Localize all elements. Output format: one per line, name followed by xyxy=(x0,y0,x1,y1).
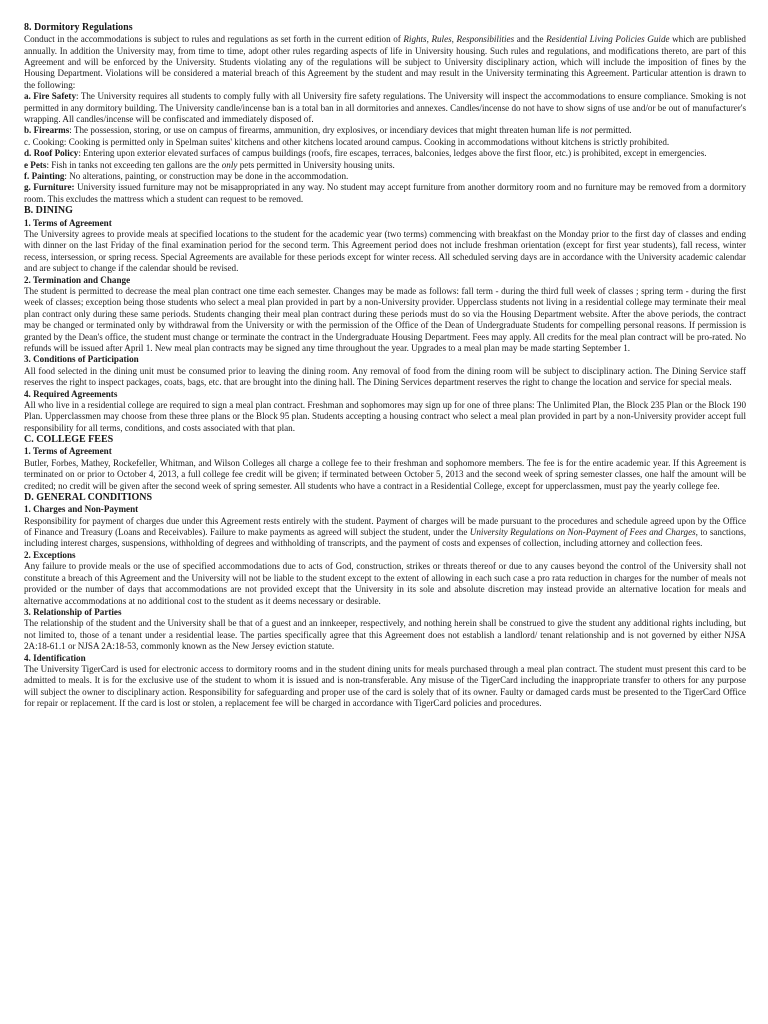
subheading-dining-terms xyxy=(24,218,746,229)
text-run: pets permitted in University housing units. xyxy=(237,159,395,170)
relationship-text xyxy=(24,618,746,652)
bold-lead-text: b. Firearms xyxy=(24,125,70,136)
emphasized-text: University Regulations on Non-Payment of Fees and Charges xyxy=(469,527,696,538)
text-run: which are published annually. In addition the University may, from time to time, adopt other rules regarding aspects of life in University housing. Such rules and regulations, and modifications thereto, are part of this Agreement and will be enforced by the University. Students violating any of the regulations will be subject to University disciplinary action, which will include the imposition of fines by the Housing Department. Violations will be considered a material breach of this Agreement by the student and may result in the University terminating this Agreement. Particular attention is drawn to the following: xyxy=(24,34,746,90)
subheading-relationship xyxy=(24,607,746,618)
dining-terms-text xyxy=(24,229,746,275)
text-run: All food selected in the dining unit must be consumed prior to leaving the dining room. Any removal of food from the dining room will be subject to disciplinary action. The Dining Service staff reserves the right to inspect packages, coats, bags, etc. that are brought into the dining hall. The Dining Services department reserves the right to change the location and service for special meals. xyxy=(24,365,746,388)
emphasized-text: not xyxy=(580,125,593,136)
pets-rule xyxy=(24,160,746,171)
text-run: The University agrees to provide meals at specified locations to the student for the academic year (two terms) commencing with breakfast on the Monday prior to the first day of classes and ending with dinner on the last Friday of the final examination period for the second term. This Agreement period does not include freshman orientation (except for first year students), fall recess, winter recess, intersession, or spring recess. Special Agreements are available for these periods except for winter recess. All scheduled serving days are in accordance with the University academic calendar and are subject to change if the calendar should be revised. xyxy=(24,228,746,274)
text-run: permitted. xyxy=(592,125,632,136)
exceptions-text xyxy=(24,561,746,607)
subheading-fees-terms xyxy=(24,446,746,457)
bold-lead-text: e Pets xyxy=(24,159,47,170)
section-heading-college-fees xyxy=(24,434,746,446)
identification-text xyxy=(24,664,746,710)
painting-rule xyxy=(24,171,746,182)
section-heading-dormitory-regulations xyxy=(24,22,746,34)
text-run: Any failure to provide meals or the use of specified accommodations due to acts of God, construction, strikes or threats thereof or due to any causes beyond the control of the University shall not constitute a breach of this Agreement and the University will not be liable to the student except to the extent of allowing in each such case a pro rata reduction in charges for the number of meals not provided or the number of days that accommodations are not provided except that the University in its sole and absolute discretion may instead provide an alternative location for meals and alternative accommodations at no additional cost to the student as it deems necessary or desirable. xyxy=(24,561,746,606)
text-run: The University TigerCard is used for electronic access to dormitory rooms and in the student dining units for meals purchased through a meal plan contract. The student must present this card to be admitted to meals. It is for the exclusive use of the student to whom it is issued and is non-transferable. Any misuse of the TigerCard including the inappropriate transfer to others for any purpose will subject the owner to disciplinary action. Responsibility for safeguarding and proper use of the card is solely that of its owner. Faulty or damaged cards must be presented to the TigerCard Office for repair or replacement. If the card is lost or stolen, a replacement fee will be charged in accordance with TigerCard policies and procedures. xyxy=(24,663,746,709)
subheading-charges xyxy=(24,504,746,515)
text-run: The relationship of the student and the University shall be that of a guest and an innkeeper, respectively, and nothing herein shall be construed to give the student any additional rights including, but not limited to, those of a tenant under a residential lease. The parties specifically agree that this Agreement does not establish a landlord/ tenant relationship and is not governed by either NJSA 2A:18-61.1 or NJSA 2A:18-53, commonly known as the New Jersey eviction statute. xyxy=(24,618,746,652)
text-run: All who live in a residential college are required to sign a meal plan contract. Freshman and sophomores may sign up for one of three plans: The Unlimited Plan, the Block 235 Plan or the Block 190 Plan. Upperclassmen may choose from these three plans or the Block 95 plan. Students accepting a housing contract who select a meal plan provided in part by a non-University provider accept full responsibility for all terms, conditions, and costs associated with that plan. xyxy=(24,400,746,433)
cooking-rule xyxy=(24,137,746,148)
text-run: 3. Conditions of Participation xyxy=(24,354,139,365)
text-run: 2. Termination and Change xyxy=(24,274,131,285)
text-run: c. Cooking: Cooking is permitted only in Spelman suites' kitchens and other kitchens located around campus. Cooking in accommodations without kitchens is strictly prohibited. xyxy=(24,136,670,147)
text-run: : Entering upon exterior elevated surfaces of campus buildings (roofs, fire escapes, terraces, balconies, ledges above the first floor, etc.) is prohibited, except in emergencies. xyxy=(78,148,707,159)
text-run: 8. Dormitory Regulations xyxy=(24,22,133,33)
text-run: : No alterations, painting, or construction may be done in the accommodation. xyxy=(64,171,349,182)
text-run: University issued furniture may not be misappropriated in any way. No student may accept furniture from another dormitory room and no furniture may be removed from a dormitory room. This excludes the mattress which a student can request to be removed. xyxy=(24,182,746,204)
text-run: C. COLLEGE FEES xyxy=(24,434,114,446)
furniture-rule xyxy=(24,182,746,205)
dormitory-regulations-intro xyxy=(24,34,746,91)
emphasized-text: Rights, Rules, Responsibilities xyxy=(403,34,515,45)
emphasized-text: only xyxy=(221,159,238,170)
text-run: , to sanctions, including interest charges, suspensions, withholding of degrees and withholding of transcripts, and the payment of costs and expenses of collection, including attorney and collection fees. xyxy=(24,527,746,549)
agreement-document xyxy=(24,22,746,710)
text-run: 4. Identification xyxy=(24,652,86,663)
required-agreements-text xyxy=(24,400,746,434)
text-run: : Fish in tanks not exceeding ten gallons are the xyxy=(46,159,222,170)
text-run: 1. Charges and Non-Payment xyxy=(24,504,139,515)
text-run: B. DINING xyxy=(24,205,73,217)
bold-lead-text: d. Roof Policy xyxy=(24,148,79,159)
text-run: 1. Terms of Agreement xyxy=(24,446,112,457)
roof-policy-rule xyxy=(24,148,746,159)
text-run: Conduct in the accommodations is subject to rules and regulations as set forth in the current edition of xyxy=(24,34,404,45)
subheading-identification xyxy=(24,653,746,664)
text-run: : The University requires all students to comply fully with all University fire safety regulations. The University will inspect the accommodations to ensure compliance. Smoking is not permitted in any dormitory building. The University candle/incense ban is a total ban in all dormitories and annexes. Candles/incense do not have to show signs of use and/or be out of manufacturer's wrapping. All candles/incense will be confiscated and immediately disposed of. xyxy=(24,91,746,125)
fees-terms-text xyxy=(24,458,746,492)
text-run: : The possession, storing, or use on campus of firearms, ammunition, dry explosives, or incendiary devices that might threaten human life is xyxy=(69,125,581,136)
text-run: 1. Terms of Agreement xyxy=(24,217,112,228)
text-run: 3. Relationship of Parties xyxy=(24,606,122,617)
text-run: The student is permitted to decrease the meal plan contract one time each semester. Changes may be made as follows: fall term - during the third full week of classes ; spring term - during the first week of classes; exception being those students who select a meal plan provided in part by a non-University provider. Upperclass students not living in a residential college may terminate their meal plan contract only during these same periods. Students changing their meal plan contract during these periods must do so via the Housing Department website. After the above periods, the contract may be changed or terminated only by withdrawal from the University or with the permission of the Office of the Dean of Undergraduate Students for compelling personal reasons. If permission is granted by the Dean's office, the student must change or terminate the contract in the Undergraduate Housing Department. Fees may apply. All credits for the meal plan contract will be pro-rated. No refunds will be issued after April 1. New meal plan contracts may be signed any time throughout the year. Upgrades to a meal plan may be made starting September 1. xyxy=(24,285,746,353)
text-run: 4. Required Agreements xyxy=(24,388,118,399)
fire-safety-rule xyxy=(24,91,746,125)
subheading-required-agreements xyxy=(24,389,746,400)
subheading-participation xyxy=(24,354,746,365)
text-run: Butler, Forbes, Mathey, Rockefeller, Whitman, and Wilson Colleges all charge a college fee to their freshman and sophomore members. The fee is for the entire academic year. If this Agreement is terminated on or prior to October 4, 2013, a full college fee credit will be given; if terminated between October 5, 2013 and the second week of spring semester classes, one half the amount will be credited; no credit will be given after the second week of spring semester. All students who have a contract in a Residential College, except for upperclassmen, must pay the yearly college fee. xyxy=(24,457,746,491)
charges-text xyxy=(24,516,746,550)
bold-lead-text: a. Fire Safety xyxy=(24,91,76,102)
text-run: Responsibility for payment of charges due under this Agreement rests entirely with the student. Payment of charges will be made pursuant to the procedures and schedule agreed upon by the Office of Finance and Treasury (Loans and Receivables). Failure to make payments as agreed will subject the student, under the xyxy=(24,515,746,538)
text-run: 2. Exceptions xyxy=(24,549,76,560)
termination-text xyxy=(24,286,746,354)
subheading-exceptions xyxy=(24,550,746,561)
subheading-termination xyxy=(24,275,746,286)
text-run: D. GENERAL CONDITIONS xyxy=(24,492,153,504)
text-run: and the xyxy=(514,34,547,45)
section-heading-dining xyxy=(24,205,746,217)
bold-lead-text: f. Painting xyxy=(24,171,65,182)
section-heading-general-conditions xyxy=(24,492,746,504)
firearms-rule xyxy=(24,125,746,136)
participation-text xyxy=(24,366,746,389)
emphasized-text: Residential Living Policies Guide xyxy=(546,34,670,45)
bold-lead-text: g. Furniture: xyxy=(24,182,75,193)
